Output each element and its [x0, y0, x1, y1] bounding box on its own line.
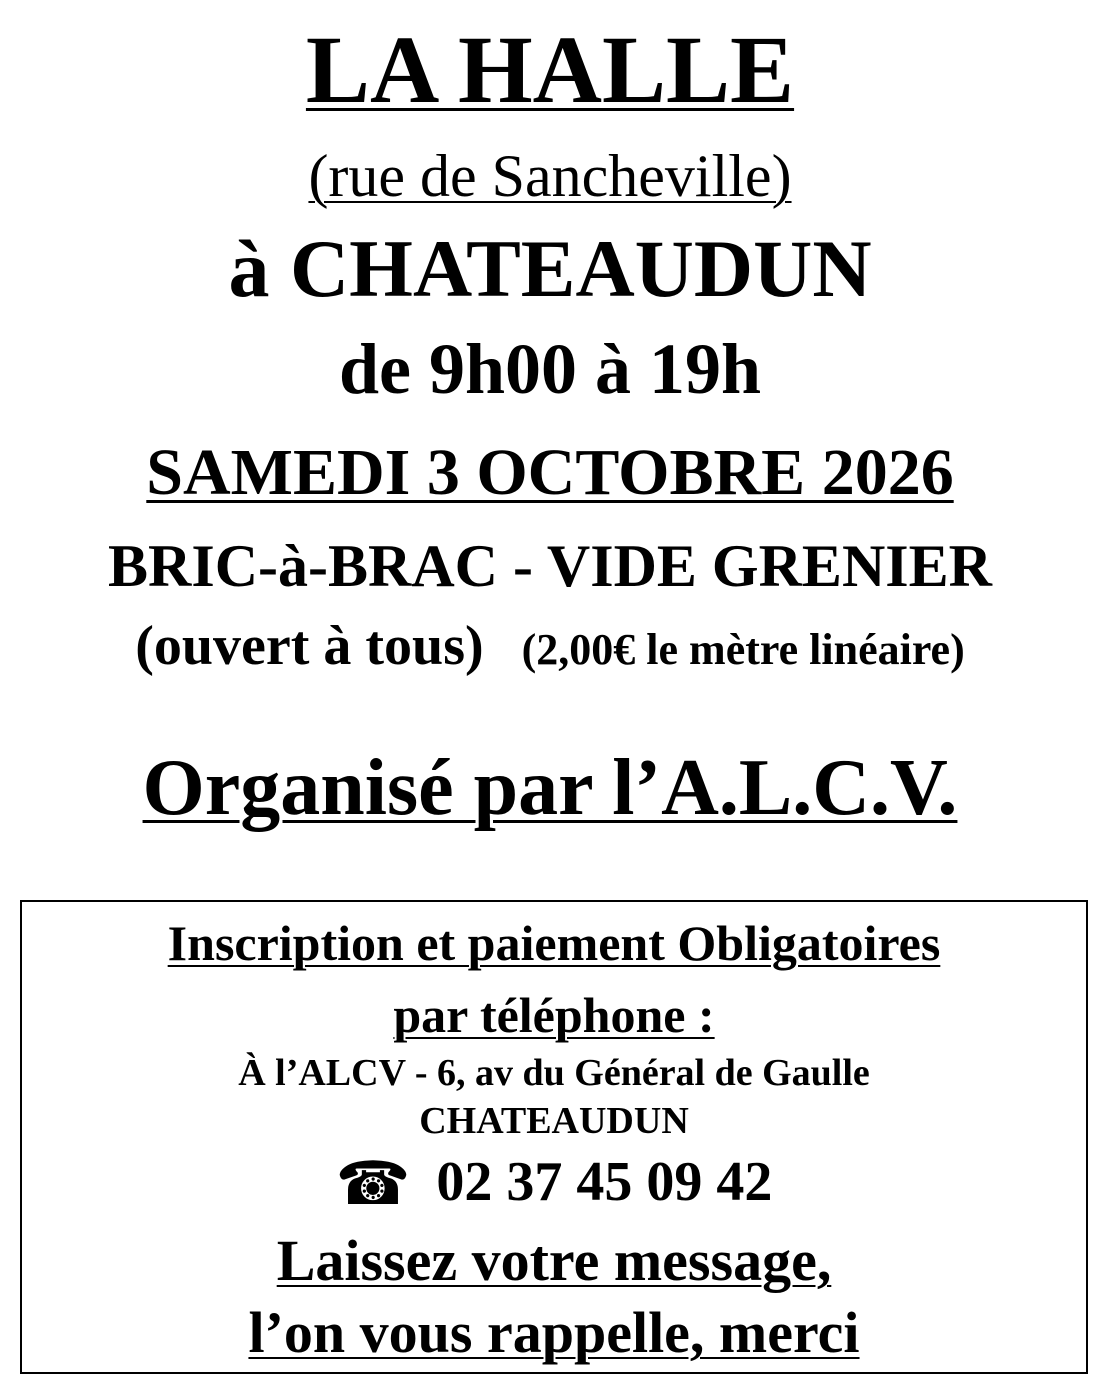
event-activity: BRIC-à-BRAC - VIDE GRENIER: [108, 533, 992, 599]
access-info: (ouvert à tous): [135, 615, 484, 677]
telephone-icon: ☎: [335, 1149, 411, 1219]
registration-subtitle: par téléphone :: [393, 987, 715, 1043]
event-title: LA HALLE: [305, 16, 795, 123]
price-info: (2,00€ le mètre linéaire): [521, 625, 965, 674]
registration-box: [20, 900, 1088, 1374]
event-hours: de 9h00 à 19h: [338, 329, 762, 409]
phone-number: 02 37 45 09 42: [436, 1151, 773, 1213]
message-line-2: l’on vous rappelle, merci: [248, 1300, 860, 1365]
registration-title: Inscription et paiement Obligatoires: [167, 915, 941, 971]
event-date: SAMEDI 3 OCTOBRE 2026: [146, 436, 954, 509]
access-row: [0, 615, 1100, 677]
phone-row: [22, 1149, 1086, 1219]
street-name: (rue de Sancheville): [308, 143, 792, 209]
message-line-1: Laissez votre message,: [276, 1228, 832, 1293]
event-city: à CHATEAUDUN: [228, 223, 872, 314]
organizer: Organisé par l’A.L.C.V.: [142, 744, 958, 832]
registration-city: CHATEAUDUN: [419, 1100, 689, 1142]
registration-address: À l’ALCV - 6, av du Général de Gaulle: [238, 1052, 870, 1094]
